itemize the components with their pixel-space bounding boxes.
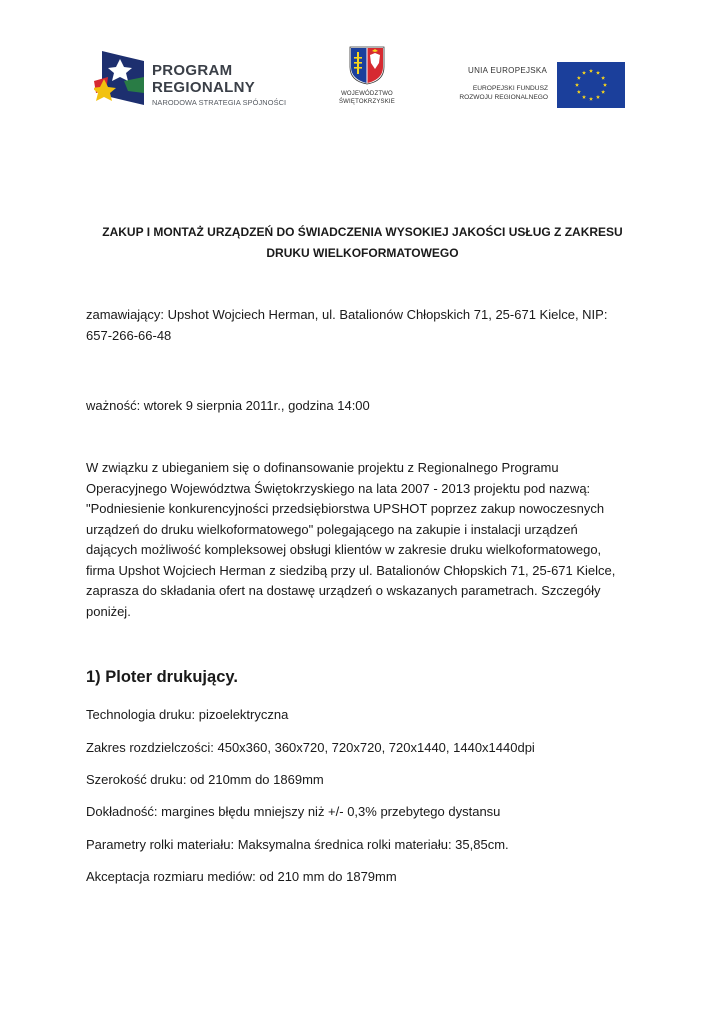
program-logo-line3: NARODOWA STRATEGIA SPÓJNOŚCI	[152, 98, 287, 107]
intro-line: firma Upshot Wojciech Herman z siedzibą przy ul. Batalionów Chłopskich 71, 25-671 Kielce,	[86, 562, 616, 578]
eu-logo-line3: ROZWOJU REGIONALNEGO	[459, 94, 548, 101]
spec-item: Parametry rolki materiału: Maksymalna średnica rolki materiału: 35,85cm.	[86, 837, 509, 852]
validity-date: ważność: wtorek 9 sierpnia 2011r., godzina 14:00	[86, 398, 370, 413]
eu-logo-line1: UNIA EUROPEJSKA	[468, 66, 548, 75]
program-logo-line1: PROGRAM	[152, 62, 233, 79]
spec-item: Szerokość druku: od 210mm do 1869mm	[86, 772, 324, 787]
eu-flag-icon	[557, 62, 625, 108]
page-header	[0, 0, 725, 130]
eu-logo-line2: EUROPEJSKI FUNDUSZ	[472, 85, 548, 92]
intro-line: urządzeń do druku wielkoformatowego" polegającego na zakupie i instalacji urządzeń	[86, 521, 578, 537]
intro-line: dających możliwość kompleksowej obsługi klientów w zakresie druku wielkoformatowego,	[86, 542, 602, 557]
eu-logo-fund-text	[453, 84, 548, 102]
wojewodztwo-text	[332, 90, 402, 106]
spec-item: Akceptacja rozmiaru mediów: od 210 mm do 1879mm	[86, 869, 397, 884]
ordering-party-line2: 657-266-66-48	[86, 327, 172, 343]
title-line2: DRUKU WIELKOFORMATOWEGO	[266, 245, 459, 260]
ordering-party-line1: zamawiający: Upshot Wojciech Herman, ul. Batalionów Chłopskich 71, 25-671 Kielce, NIP:	[86, 307, 608, 322]
spec-item: Technologia druku: pizoelektryczna	[86, 707, 289, 722]
document-title	[86, 222, 639, 263]
spec-item: Dokładność: margines błędu mniejszy niż +/- 0,3% przebytego dystansu	[86, 804, 501, 819]
intro-paragraph	[86, 458, 646, 622]
spec-item: Zakres rozdzielczości: 450x360, 360x720, 720x720, 720x1440, 1440x1440dpi	[86, 740, 535, 755]
program-regionalny-mark-icon	[94, 47, 146, 113]
eu-logo	[448, 60, 628, 112]
title-line1: ZAKUP I MONTAŻ URZĄDZEŃ DO ŚWIADCZENIA WYSOKIEJ JAKOŚCI USŁUG Z ZAKRESU	[102, 225, 623, 239]
section-heading: 1) Ploter drukujący.	[86, 668, 238, 686]
intro-line: W związku z ubieganiem się o dofinansowanie projektu z Regionalnego Programu	[86, 460, 559, 475]
wojewodztwo-line2: ŚWIĘTOKRZYSKIE	[338, 99, 396, 105]
program-logo-line2: REGIONALNY	[152, 79, 256, 96]
intro-line: Operacyjnego Województwa Świętokrzyskiego na lata 2007 - 2013 projektu pod nazwą:	[86, 480, 591, 496]
intro-line: "Podniesienie konkurencyjności przedsiębiorstwa UPSHOT poprzez zakup nowoczesnych	[86, 501, 605, 516]
wojewodztwo-logo	[332, 45, 402, 113]
intro-line: zaprasza do składania ofert na dostawę urządzeń o wskazanych parametrach. Szczegóły	[86, 583, 601, 598]
wojewodztwo-line1: WOJEWÓDZTWO	[341, 91, 393, 97]
coat-of-arms-icon	[348, 45, 386, 85]
intro-line: poniżej.	[86, 603, 131, 619]
ordering-party	[86, 305, 646, 346]
program-regionalny-logo	[94, 47, 304, 113]
